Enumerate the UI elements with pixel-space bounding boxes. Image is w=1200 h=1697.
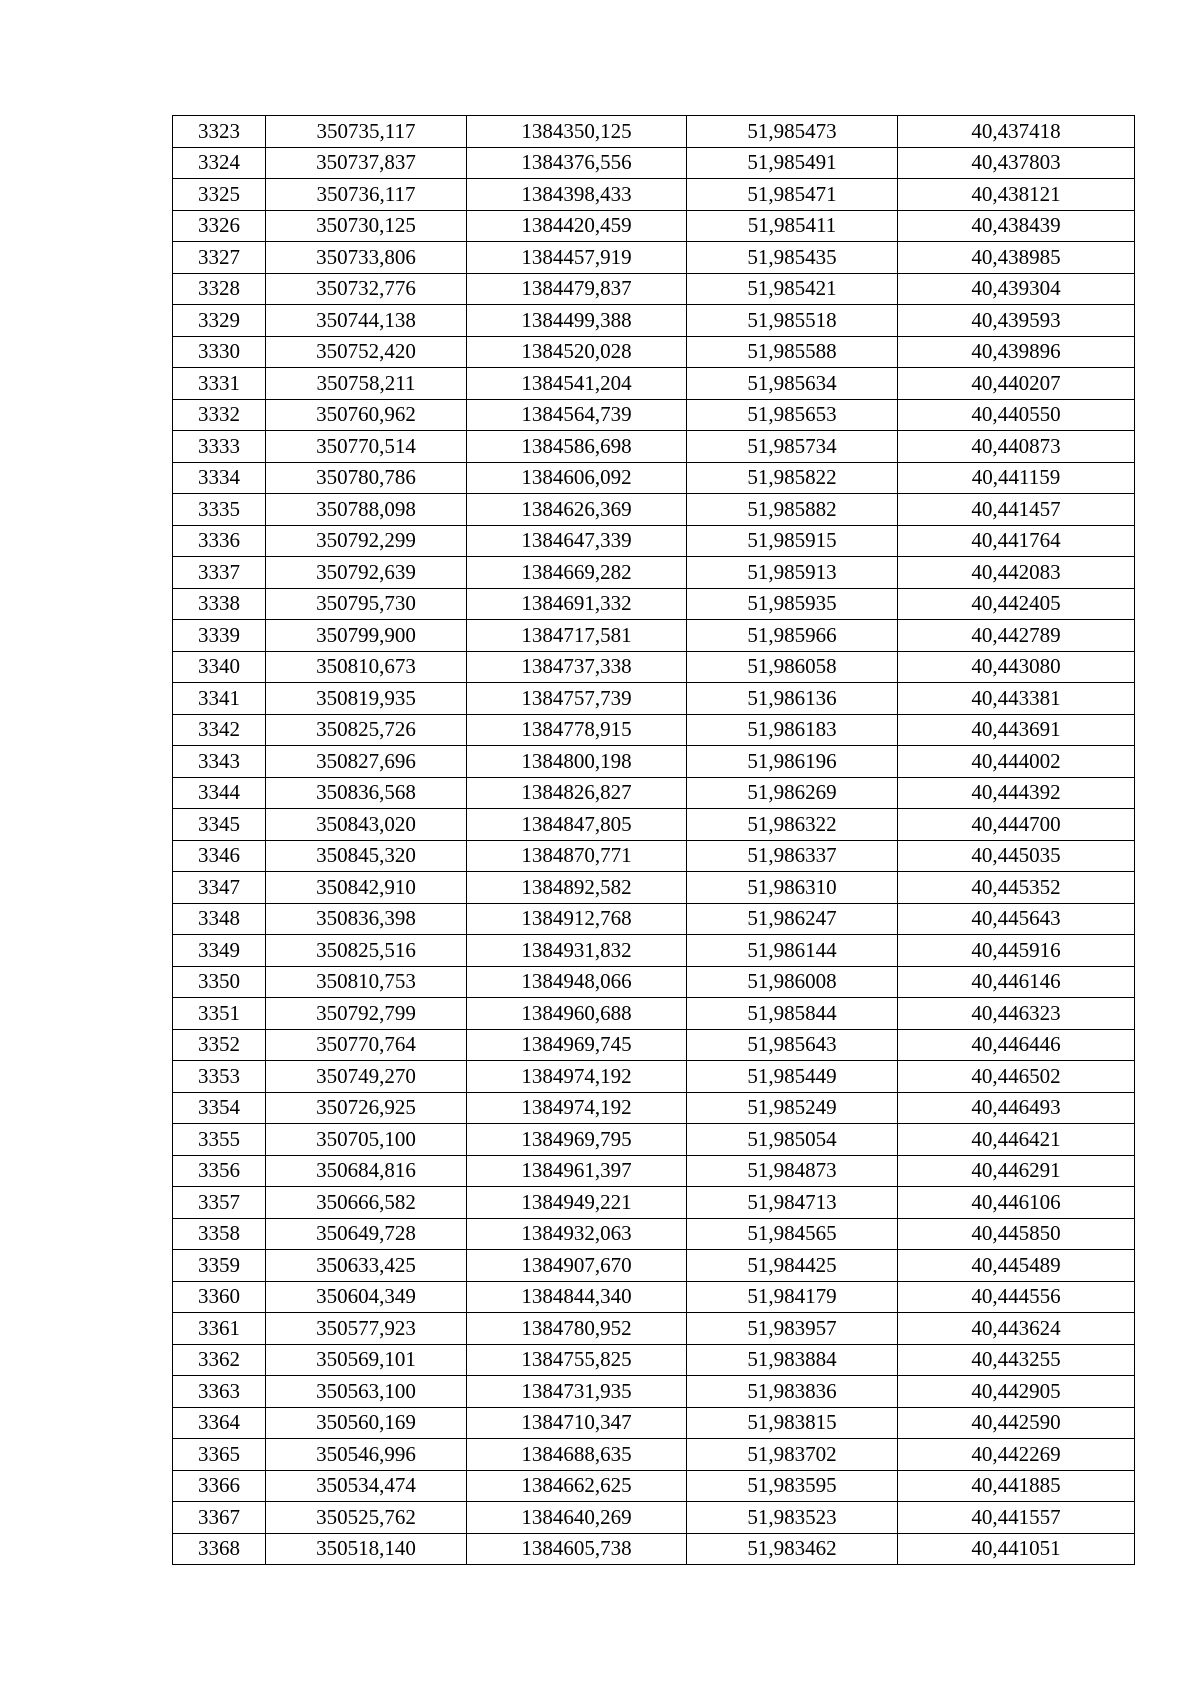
latitude-cell: 51,984425 (687, 1250, 898, 1282)
table-row (173, 399, 1135, 431)
point-number-cell: 3341 (173, 683, 266, 715)
table-row (173, 1250, 1135, 1282)
point-number-cell: 3355 (173, 1124, 266, 1156)
latitude-cell: 51,985588 (687, 336, 898, 368)
longitude-cell: 40,442905 (898, 1376, 1135, 1408)
table-row (173, 1344, 1135, 1376)
latitude-cell: 51,984179 (687, 1281, 898, 1313)
latitude-cell: 51,983957 (687, 1313, 898, 1345)
longitude-cell: 40,442269 (898, 1439, 1135, 1471)
latitude-cell: 51,985473 (687, 116, 898, 148)
longitude-cell: 40,440873 (898, 431, 1135, 463)
longitude-cell: 40,442083 (898, 557, 1135, 589)
point-number-cell: 3324 (173, 147, 266, 179)
table-row (173, 872, 1135, 904)
point-number-cell: 3333 (173, 431, 266, 463)
y-coordinate-cell: 1384800,198 (467, 746, 687, 778)
y-coordinate-cell: 1384961,397 (467, 1155, 687, 1187)
longitude-cell: 40,443255 (898, 1344, 1135, 1376)
latitude-cell: 51,985913 (687, 557, 898, 589)
point-number-cell: 3350 (173, 966, 266, 998)
x-coordinate-cell: 350752,420 (266, 336, 467, 368)
x-coordinate-cell: 350792,799 (266, 998, 467, 1030)
x-coordinate-cell: 350799,900 (266, 620, 467, 652)
x-coordinate-cell: 350758,211 (266, 368, 467, 400)
point-number-cell: 3367 (173, 1502, 266, 1534)
point-number-cell: 3338 (173, 588, 266, 620)
point-number-cell: 3330 (173, 336, 266, 368)
longitude-cell: 40,443624 (898, 1313, 1135, 1345)
point-number-cell: 3351 (173, 998, 266, 1030)
x-coordinate-cell: 350604,349 (266, 1281, 467, 1313)
x-coordinate-cell: 350737,837 (266, 147, 467, 179)
point-number-cell: 3323 (173, 116, 266, 148)
y-coordinate-cell: 1384605,738 (467, 1533, 687, 1565)
point-number-cell: 3363 (173, 1376, 266, 1408)
table-row (173, 1376, 1135, 1408)
table-row (173, 368, 1135, 400)
point-number-cell: 3342 (173, 714, 266, 746)
table-row (173, 179, 1135, 211)
point-number-cell: 3352 (173, 1029, 266, 1061)
longitude-cell: 40,441051 (898, 1533, 1135, 1565)
point-number-cell: 3348 (173, 903, 266, 935)
y-coordinate-cell: 1384520,028 (467, 336, 687, 368)
x-coordinate-cell: 350788,098 (266, 494, 467, 526)
x-coordinate-cell: 350836,568 (266, 777, 467, 809)
latitude-cell: 51,986247 (687, 903, 898, 935)
table-row (173, 1061, 1135, 1093)
y-coordinate-cell: 1384541,204 (467, 368, 687, 400)
longitude-cell: 40,445352 (898, 872, 1135, 904)
longitude-cell: 40,446502 (898, 1061, 1135, 1093)
latitude-cell: 51,983836 (687, 1376, 898, 1408)
x-coordinate-cell: 350843,020 (266, 809, 467, 841)
point-number-cell: 3336 (173, 525, 266, 557)
point-number-cell: 3366 (173, 1470, 266, 1502)
point-number-cell: 3357 (173, 1187, 266, 1219)
x-coordinate-cell: 350827,696 (266, 746, 467, 778)
longitude-cell: 40,446291 (898, 1155, 1135, 1187)
latitude-cell: 51,983523 (687, 1502, 898, 1534)
x-coordinate-cell: 350577,923 (266, 1313, 467, 1345)
x-coordinate-cell: 350842,910 (266, 872, 467, 904)
x-coordinate-cell: 350649,728 (266, 1218, 467, 1250)
y-coordinate-cell: 1384669,282 (467, 557, 687, 589)
point-number-cell: 3354 (173, 1092, 266, 1124)
y-coordinate-cell: 1384586,698 (467, 431, 687, 463)
table-row (173, 935, 1135, 967)
latitude-cell: 51,986322 (687, 809, 898, 841)
latitude-cell: 51,983815 (687, 1407, 898, 1439)
point-number-cell: 3362 (173, 1344, 266, 1376)
y-coordinate-cell: 1384974,192 (467, 1061, 687, 1093)
table-row (173, 1092, 1135, 1124)
point-number-cell: 3345 (173, 809, 266, 841)
table-row (173, 147, 1135, 179)
x-coordinate-cell: 350819,935 (266, 683, 467, 715)
y-coordinate-cell: 1384969,795 (467, 1124, 687, 1156)
table-row (173, 998, 1135, 1030)
longitude-cell: 40,437418 (898, 116, 1135, 148)
latitude-cell: 51,985643 (687, 1029, 898, 1061)
y-coordinate-cell: 1384960,688 (467, 998, 687, 1030)
longitude-cell: 40,445916 (898, 935, 1135, 967)
latitude-cell: 51,986058 (687, 651, 898, 683)
table-row (173, 1218, 1135, 1250)
y-coordinate-cell: 1384731,935 (467, 1376, 687, 1408)
latitude-cell: 51,985634 (687, 368, 898, 400)
x-coordinate-cell: 350770,514 (266, 431, 467, 463)
table-row (173, 557, 1135, 589)
point-number-cell: 3358 (173, 1218, 266, 1250)
latitude-cell: 51,985822 (687, 462, 898, 494)
point-number-cell: 3329 (173, 305, 266, 337)
x-coordinate-cell: 350633,425 (266, 1250, 467, 1282)
point-number-cell: 3335 (173, 494, 266, 526)
table-row (173, 1439, 1135, 1471)
point-number-cell: 3347 (173, 872, 266, 904)
longitude-cell: 40,440207 (898, 368, 1135, 400)
longitude-cell: 40,438439 (898, 210, 1135, 242)
x-coordinate-cell: 350810,753 (266, 966, 467, 998)
y-coordinate-cell: 1384932,063 (467, 1218, 687, 1250)
latitude-cell: 51,985844 (687, 998, 898, 1030)
x-coordinate-cell: 350569,101 (266, 1344, 467, 1376)
latitude-cell: 51,985518 (687, 305, 898, 337)
table-row (173, 116, 1135, 148)
longitude-cell: 40,442405 (898, 588, 1135, 620)
x-coordinate-cell: 350534,474 (266, 1470, 467, 1502)
coordinates-table (172, 115, 1135, 1565)
x-coordinate-cell: 350518,140 (266, 1533, 467, 1565)
table-row (173, 809, 1135, 841)
longitude-cell: 40,445850 (898, 1218, 1135, 1250)
latitude-cell: 51,983462 (687, 1533, 898, 1565)
y-coordinate-cell: 1384420,459 (467, 210, 687, 242)
latitude-cell: 51,986337 (687, 840, 898, 872)
x-coordinate-cell: 350560,169 (266, 1407, 467, 1439)
x-coordinate-cell: 350735,117 (266, 116, 467, 148)
x-coordinate-cell: 350705,100 (266, 1124, 467, 1156)
y-coordinate-cell: 1384737,338 (467, 651, 687, 683)
coordinates-table-body (173, 116, 1135, 1565)
table-row (173, 494, 1135, 526)
latitude-cell: 51,985411 (687, 210, 898, 242)
latitude-cell: 51,985966 (687, 620, 898, 652)
point-number-cell: 3359 (173, 1250, 266, 1282)
table-row (173, 273, 1135, 305)
longitude-cell: 40,443381 (898, 683, 1135, 715)
point-number-cell: 3331 (173, 368, 266, 400)
y-coordinate-cell: 1384376,556 (467, 147, 687, 179)
table-row (173, 242, 1135, 274)
latitude-cell: 51,984565 (687, 1218, 898, 1250)
y-coordinate-cell: 1384757,739 (467, 683, 687, 715)
point-number-cell: 3349 (173, 935, 266, 967)
y-coordinate-cell: 1384870,771 (467, 840, 687, 872)
table-row (173, 336, 1135, 368)
y-coordinate-cell: 1384755,825 (467, 1344, 687, 1376)
x-coordinate-cell: 350810,673 (266, 651, 467, 683)
x-coordinate-cell: 350744,138 (266, 305, 467, 337)
point-number-cell: 3325 (173, 179, 266, 211)
table-row (173, 1281, 1135, 1313)
latitude-cell: 51,985249 (687, 1092, 898, 1124)
latitude-cell: 51,985882 (687, 494, 898, 526)
latitude-cell: 51,986196 (687, 746, 898, 778)
table-row (173, 1124, 1135, 1156)
longitude-cell: 40,437803 (898, 147, 1135, 179)
y-coordinate-cell: 1384691,332 (467, 588, 687, 620)
table-row (173, 1533, 1135, 1565)
table-row (173, 714, 1135, 746)
table-row (173, 1029, 1135, 1061)
longitude-cell: 40,445643 (898, 903, 1135, 935)
point-number-cell: 3353 (173, 1061, 266, 1093)
table-row (173, 1407, 1135, 1439)
latitude-cell: 51,985915 (687, 525, 898, 557)
longitude-cell: 40,439593 (898, 305, 1135, 337)
y-coordinate-cell: 1384647,339 (467, 525, 687, 557)
table-row (173, 683, 1135, 715)
x-coordinate-cell: 350525,762 (266, 1502, 467, 1534)
y-coordinate-cell: 1384780,952 (467, 1313, 687, 1345)
point-number-cell: 3326 (173, 210, 266, 242)
x-coordinate-cell: 350726,925 (266, 1092, 467, 1124)
table-row (173, 903, 1135, 935)
y-coordinate-cell: 1384479,837 (467, 273, 687, 305)
latitude-cell: 51,983884 (687, 1344, 898, 1376)
table-row (173, 305, 1135, 337)
y-coordinate-cell: 1384710,347 (467, 1407, 687, 1439)
y-coordinate-cell: 1384662,625 (467, 1470, 687, 1502)
y-coordinate-cell: 1384974,192 (467, 1092, 687, 1124)
y-coordinate-cell: 1384826,827 (467, 777, 687, 809)
point-number-cell: 3356 (173, 1155, 266, 1187)
longitude-cell: 40,444700 (898, 809, 1135, 841)
point-number-cell: 3360 (173, 1281, 266, 1313)
y-coordinate-cell: 1384949,221 (467, 1187, 687, 1219)
x-coordinate-cell: 350684,816 (266, 1155, 467, 1187)
x-coordinate-cell: 350666,582 (266, 1187, 467, 1219)
longitude-cell: 40,441764 (898, 525, 1135, 557)
table-row (173, 431, 1135, 463)
latitude-cell: 51,985054 (687, 1124, 898, 1156)
y-coordinate-cell: 1384398,433 (467, 179, 687, 211)
point-number-cell: 3365 (173, 1439, 266, 1471)
latitude-cell: 51,985435 (687, 242, 898, 274)
latitude-cell: 51,985491 (687, 147, 898, 179)
x-coordinate-cell: 350825,516 (266, 935, 467, 967)
table-row (173, 525, 1135, 557)
x-coordinate-cell: 350749,270 (266, 1061, 467, 1093)
point-number-cell: 3343 (173, 746, 266, 778)
latitude-cell: 51,985935 (687, 588, 898, 620)
point-number-cell: 3327 (173, 242, 266, 274)
x-coordinate-cell: 350792,299 (266, 525, 467, 557)
latitude-cell: 51,984713 (687, 1187, 898, 1219)
longitude-cell: 40,444392 (898, 777, 1135, 809)
table-row (173, 1155, 1135, 1187)
y-coordinate-cell: 1384499,388 (467, 305, 687, 337)
y-coordinate-cell: 1384969,745 (467, 1029, 687, 1061)
longitude-cell: 40,443080 (898, 651, 1135, 683)
y-coordinate-cell: 1384907,670 (467, 1250, 687, 1282)
y-coordinate-cell: 1384948,066 (467, 966, 687, 998)
longitude-cell: 40,440550 (898, 399, 1135, 431)
point-number-cell: 3346 (173, 840, 266, 872)
latitude-cell: 51,985653 (687, 399, 898, 431)
y-coordinate-cell: 1384626,369 (467, 494, 687, 526)
longitude-cell: 40,446493 (898, 1092, 1135, 1124)
table-row (173, 1187, 1135, 1219)
table-row (173, 1470, 1135, 1502)
latitude-cell: 51,986144 (687, 935, 898, 967)
latitude-cell: 51,985471 (687, 179, 898, 211)
longitude-cell: 40,444556 (898, 1281, 1135, 1313)
point-number-cell: 3364 (173, 1407, 266, 1439)
table-row (173, 620, 1135, 652)
table-row (173, 840, 1135, 872)
longitude-cell: 40,441885 (898, 1470, 1135, 1502)
latitude-cell: 51,986269 (687, 777, 898, 809)
x-coordinate-cell: 350732,776 (266, 273, 467, 305)
table-row (173, 1313, 1135, 1345)
latitude-cell: 51,986008 (687, 966, 898, 998)
y-coordinate-cell: 1384640,269 (467, 1502, 687, 1534)
longitude-cell: 40,445489 (898, 1250, 1135, 1282)
table-row (173, 462, 1135, 494)
y-coordinate-cell: 1384564,739 (467, 399, 687, 431)
x-coordinate-cell: 350836,398 (266, 903, 467, 935)
table-row (173, 777, 1135, 809)
table-row (173, 651, 1135, 683)
x-coordinate-cell: 350795,730 (266, 588, 467, 620)
x-coordinate-cell: 350563,100 (266, 1376, 467, 1408)
latitude-cell: 51,986310 (687, 872, 898, 904)
latitude-cell: 51,983595 (687, 1470, 898, 1502)
latitude-cell: 51,983702 (687, 1439, 898, 1471)
x-coordinate-cell: 350736,117 (266, 179, 467, 211)
latitude-cell: 51,986183 (687, 714, 898, 746)
y-coordinate-cell: 1384847,805 (467, 809, 687, 841)
latitude-cell: 51,986136 (687, 683, 898, 715)
latitude-cell: 51,985734 (687, 431, 898, 463)
latitude-cell: 51,984873 (687, 1155, 898, 1187)
y-coordinate-cell: 1384457,919 (467, 242, 687, 274)
longitude-cell: 40,441557 (898, 1502, 1135, 1534)
longitude-cell: 40,438985 (898, 242, 1135, 274)
x-coordinate-cell: 350845,320 (266, 840, 467, 872)
longitude-cell: 40,439896 (898, 336, 1135, 368)
y-coordinate-cell: 1384606,092 (467, 462, 687, 494)
longitude-cell: 40,441457 (898, 494, 1135, 526)
y-coordinate-cell: 1384778,915 (467, 714, 687, 746)
longitude-cell: 40,443691 (898, 714, 1135, 746)
point-number-cell: 3332 (173, 399, 266, 431)
x-coordinate-cell: 350825,726 (266, 714, 467, 746)
table-row (173, 1502, 1135, 1534)
table-row (173, 746, 1135, 778)
x-coordinate-cell: 350760,962 (266, 399, 467, 431)
table-row (173, 966, 1135, 998)
latitude-cell: 51,985449 (687, 1061, 898, 1093)
longitude-cell: 40,442789 (898, 620, 1135, 652)
point-number-cell: 3337 (173, 557, 266, 589)
x-coordinate-cell: 350792,639 (266, 557, 467, 589)
point-number-cell: 3339 (173, 620, 266, 652)
point-number-cell: 3368 (173, 1533, 266, 1565)
y-coordinate-cell: 1384892,582 (467, 872, 687, 904)
y-coordinate-cell: 1384844,340 (467, 1281, 687, 1313)
x-coordinate-cell: 350780,786 (266, 462, 467, 494)
longitude-cell: 40,441159 (898, 462, 1135, 494)
y-coordinate-cell: 1384688,635 (467, 1439, 687, 1471)
x-coordinate-cell: 350733,806 (266, 242, 467, 274)
table-row (173, 588, 1135, 620)
longitude-cell: 40,446106 (898, 1187, 1135, 1219)
point-number-cell: 3334 (173, 462, 266, 494)
x-coordinate-cell: 350546,996 (266, 1439, 467, 1471)
table-row (173, 210, 1135, 242)
longitude-cell: 40,445035 (898, 840, 1135, 872)
y-coordinate-cell: 1384912,768 (467, 903, 687, 935)
point-number-cell: 3340 (173, 651, 266, 683)
longitude-cell: 40,446323 (898, 998, 1135, 1030)
point-number-cell: 3344 (173, 777, 266, 809)
y-coordinate-cell: 1384350,125 (467, 116, 687, 148)
longitude-cell: 40,442590 (898, 1407, 1135, 1439)
longitude-cell: 40,446146 (898, 966, 1135, 998)
latitude-cell: 51,985421 (687, 273, 898, 305)
longitude-cell: 40,439304 (898, 273, 1135, 305)
longitude-cell: 40,446446 (898, 1029, 1135, 1061)
longitude-cell: 40,438121 (898, 179, 1135, 211)
longitude-cell: 40,446421 (898, 1124, 1135, 1156)
y-coordinate-cell: 1384717,581 (467, 620, 687, 652)
y-coordinate-cell: 1384931,832 (467, 935, 687, 967)
x-coordinate-cell: 350730,125 (266, 210, 467, 242)
x-coordinate-cell: 350770,764 (266, 1029, 467, 1061)
longitude-cell: 40,444002 (898, 746, 1135, 778)
point-number-cell: 3361 (173, 1313, 266, 1345)
point-number-cell: 3328 (173, 273, 266, 305)
